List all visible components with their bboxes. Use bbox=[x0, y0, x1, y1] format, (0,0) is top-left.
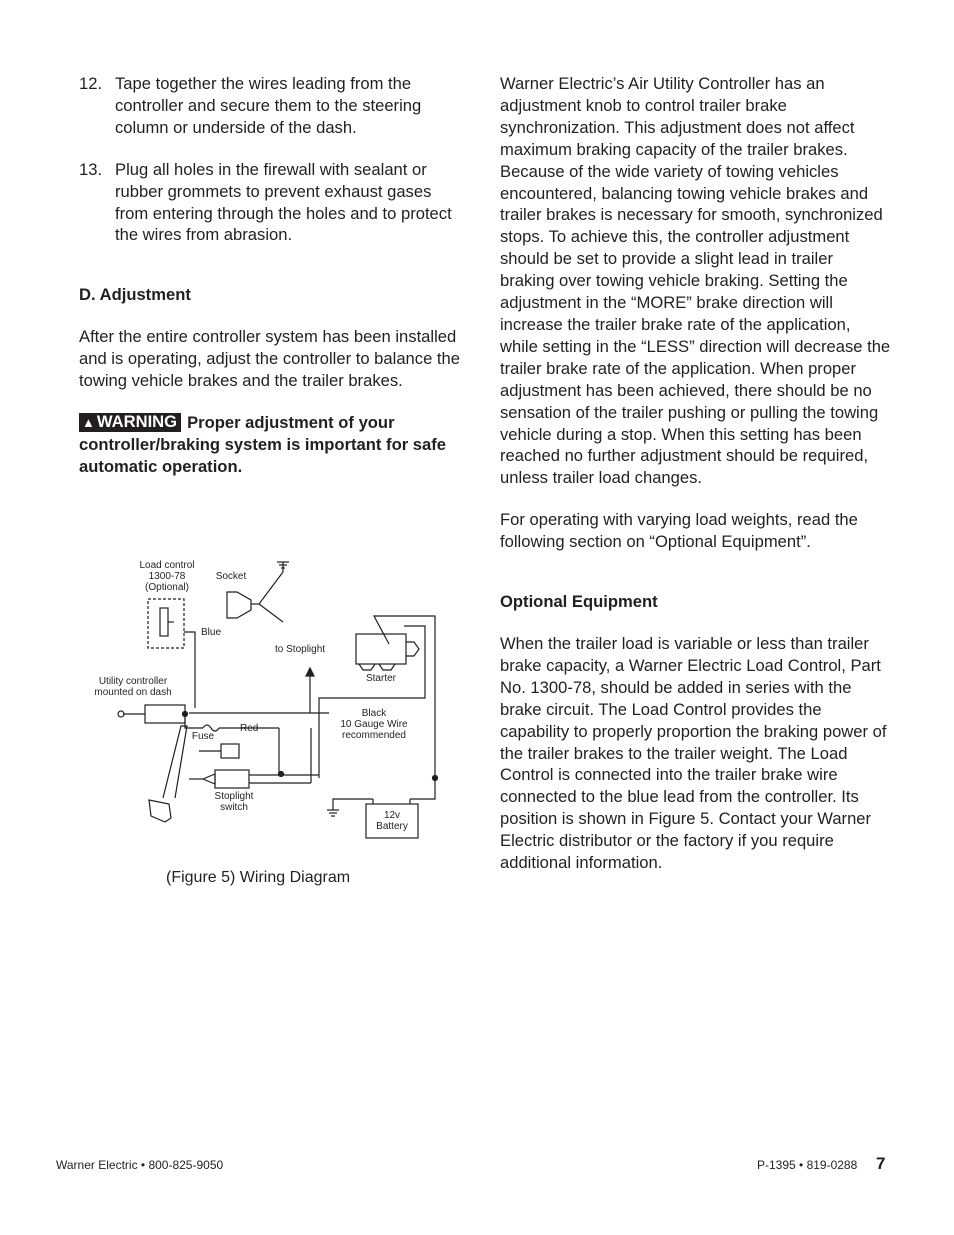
blue-wire bbox=[184, 632, 195, 708]
label-red: Red bbox=[240, 723, 259, 734]
adjustment-paragraph: After the entire controller system has been installed and is operating, adjust the controller to balance the towing vehicle brakes and the trailer brakes. bbox=[79, 327, 460, 391]
junction-dot bbox=[183, 712, 188, 717]
red-wire bbox=[185, 718, 203, 728]
stoplight-switch bbox=[221, 744, 239, 758]
load-control-knob bbox=[160, 608, 168, 636]
load-control-box bbox=[148, 599, 184, 648]
list-item-12 bbox=[79, 73, 461, 139]
label-10-gauge: 10 Gauge Wire bbox=[340, 719, 408, 730]
junction-dot bbox=[433, 776, 438, 781]
list-text: Tape together the wires leading from the controller and secure them to the steering column or underside of the dash. bbox=[115, 74, 422, 137]
socket-symbol bbox=[227, 592, 251, 618]
wiring-diagram bbox=[79, 548, 461, 850]
label-load-control: Load control bbox=[139, 560, 195, 571]
brake-pedal bbox=[149, 800, 171, 822]
warning-paragraph bbox=[79, 412, 461, 478]
list-item-13 bbox=[79, 159, 461, 247]
label-blue: Blue bbox=[201, 627, 222, 638]
warning-text: Proper adjustment of your controller/braking system is important for safe automatic operation. bbox=[79, 413, 446, 476]
label-black: Black bbox=[361, 708, 387, 719]
list-text: Plug all holes in the firewall with sealant or rubber grommets to prevent exhaust gases from entering through the holes and to protect the wires from abrasion. bbox=[115, 159, 452, 245]
right-column bbox=[500, 73, 892, 874]
arrow-up bbox=[306, 668, 314, 676]
label-battery: Battery bbox=[376, 821, 408, 832]
label-load-control-part: 1300-78 bbox=[148, 571, 186, 582]
optional-equipment-paragraph: When the trailer load is variable or less than trailer brake capacity, a Warner Electric Load Control, Part No. 1300-78, should be added in series with the brake circuit. The Load Control provides the capability to properly proportion the braking power of the trailer brakes to the trailer weight. The Load Control is connected into the trailer brake wire connected to the blue lead from the controller. Its position is shown in Figure 5. Contact your Warner Electric distributor or the factory if you require additional information. bbox=[500, 634, 887, 873]
label-switch: switch bbox=[220, 802, 248, 813]
footer-company: Warner Electric • 800-825-9050 bbox=[56, 1158, 224, 1172]
section-heading-adjustment: D. Adjustment bbox=[79, 285, 191, 305]
figure-caption: (Figure 5) Wiring Diagram bbox=[166, 869, 351, 886]
warning-triangle-icon: ▲ bbox=[82, 415, 95, 431]
label-utility-controller: Utility controller bbox=[98, 676, 168, 687]
junction-dot bbox=[279, 772, 284, 777]
warning-badge bbox=[79, 413, 181, 432]
section-heading-optional-equipment: Optional Equipment bbox=[500, 592, 658, 612]
left-column bbox=[79, 73, 461, 478]
synchronization-paragraph: Warner Electric’s Air Utility Controller has an adjustment knob to control trailer brake synchronization. This adjustment does not affect maximum braking capacity of the trailer brakes. Because of the wide variety of towing vehicles encountered, balancing towing vehicle brakes and trailer brakes is necessary for smooth, synchronized stops. To achieve this, the controller adjustment should be set to provide a slight lead in trailer braking over towing vehicle braking. Setting the adjustment in the “MORE” brake direction will increase the trailer brake rate of the application, while setting in the “LESS” direction will decrease the trailer brake rate of the application. When proper adjustment has been achieved, there should be no sensation of the trailer pushing or pulling the towing vehicle during a stop. When this setting has been reached no further adjustment should be required, unless trailer load changes. bbox=[500, 74, 891, 488]
varying-loads-paragraph: For operating with varying load weights, read the following section on “Optional Equipment”. bbox=[500, 510, 858, 552]
page-number: 7 bbox=[876, 1154, 886, 1173]
warning-label: WARNING bbox=[96, 412, 178, 432]
utility-controller bbox=[145, 705, 185, 723]
list-number: 12. bbox=[79, 74, 103, 93]
footer-part-number: P-1395 • 819-0288 bbox=[757, 1158, 858, 1172]
label-recommended: recommended bbox=[342, 730, 406, 741]
starter-symbol bbox=[356, 634, 406, 664]
list-number: 13. bbox=[79, 159, 103, 179]
label-socket: Socket bbox=[215, 571, 247, 582]
label-to-stoplight: to Stoplight bbox=[275, 644, 326, 655]
label-starter: Starter bbox=[365, 673, 397, 684]
label-load-control-optional: (Optional) bbox=[145, 582, 189, 593]
label-stoplight: Stoplight bbox=[214, 791, 254, 802]
label-12v: 12v bbox=[383, 810, 401, 821]
label-mounted-on-dash: mounted on dash bbox=[94, 687, 172, 698]
label-fuse: Fuse bbox=[191, 731, 215, 742]
